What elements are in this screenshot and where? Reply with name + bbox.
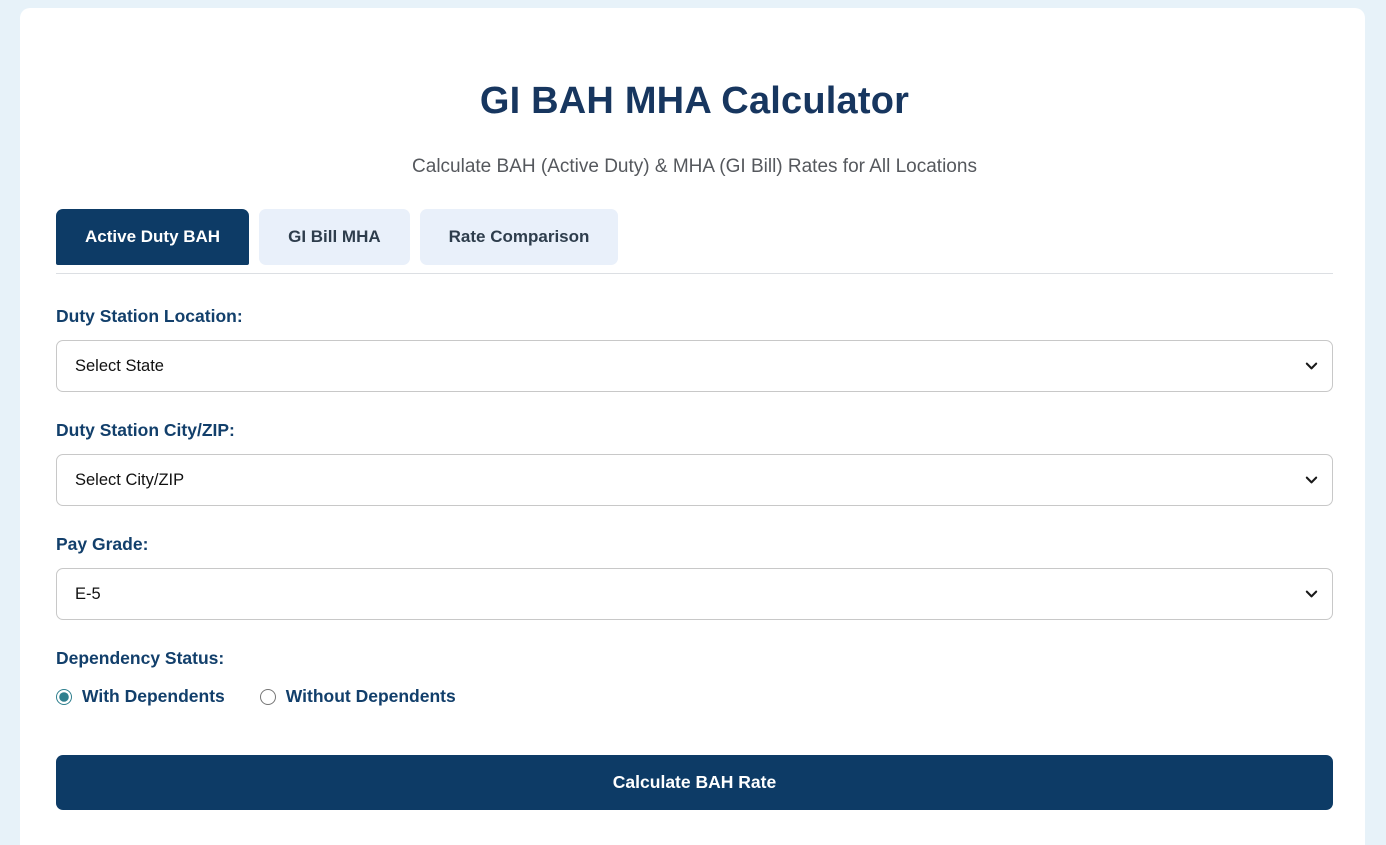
state-select[interactable]	[56, 340, 1333, 392]
tab-bar	[56, 209, 1333, 265]
calculator-card	[20, 8, 1365, 845]
page-subtitle: Calculate BAH (Active Duty) & MHA (GI Bill) Rates for All Locations	[412, 156, 977, 177]
tab-active-duty-bah[interactable]: Active Duty BAH	[56, 209, 249, 265]
dependency-radio-group	[56, 686, 1333, 707]
duty-station-location-label: Duty Station Location:	[56, 306, 243, 326]
without-dependents-label: Without Dependents	[285, 686, 456, 706]
tab-gi-bill-mha[interactable]: GI Bill MHA	[259, 209, 410, 265]
without-dependents-option[interactable]	[260, 686, 456, 707]
pay-grade-select[interactable]	[56, 568, 1333, 620]
pay-grade-label: Pay Grade:	[56, 534, 149, 554]
with-dependents-option[interactable]	[56, 686, 225, 707]
dependency-status-label: Dependency Status:	[56, 648, 225, 668]
with-dependents-radio[interactable]	[56, 689, 72, 705]
page-title: GI BAH MHA Calculator	[479, 80, 910, 122]
pay-grade-select-wrap	[56, 568, 1333, 620]
duty-station-city-label: Duty Station City/ZIP:	[56, 420, 235, 440]
without-dependents-radio[interactable]	[260, 689, 276, 705]
state-select-wrap	[56, 340, 1333, 392]
tab-divider	[56, 273, 1333, 274]
calculate-bah-rate-button[interactable]: Calculate BAH Rate	[56, 755, 1333, 810]
tab-rate-comparison[interactable]: Rate Comparison	[420, 209, 619, 265]
city-select-wrap	[56, 454, 1333, 506]
bah-calculator-form	[56, 306, 1333, 810]
with-dependents-label: With Dependents	[82, 686, 225, 706]
city-zip-select[interactable]	[56, 454, 1333, 506]
